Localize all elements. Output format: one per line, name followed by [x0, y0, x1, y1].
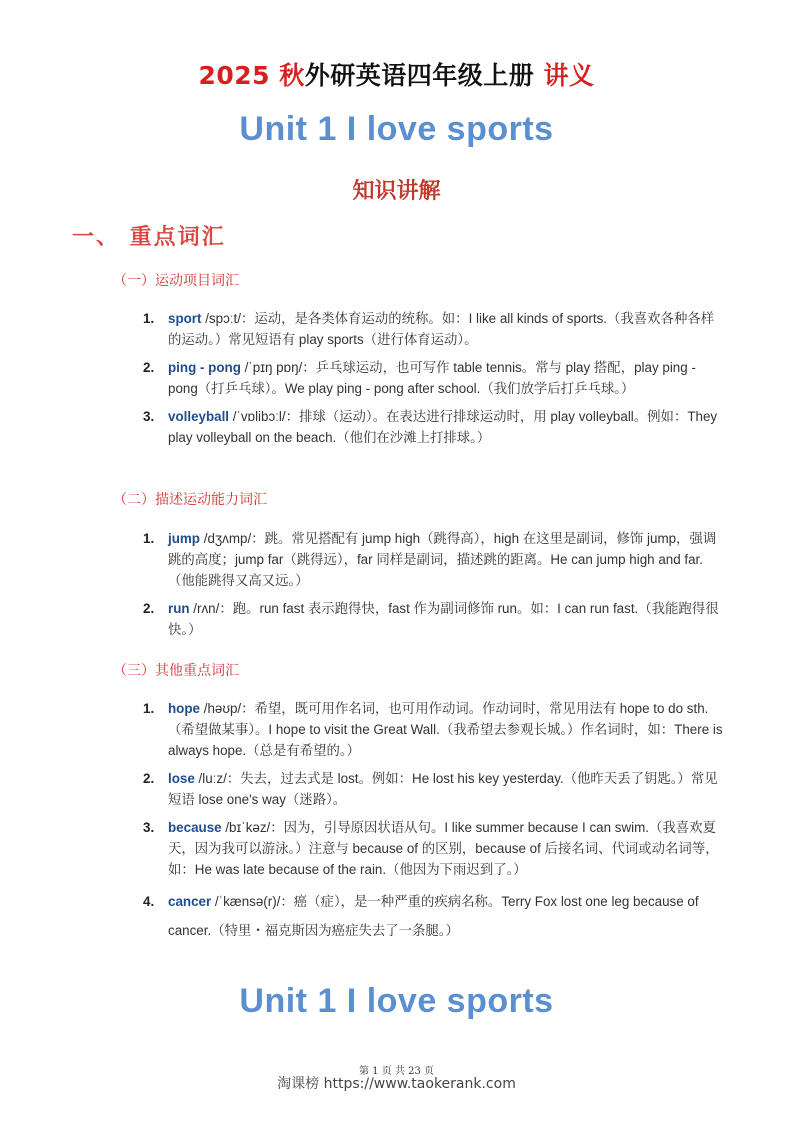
item-number: 3. — [143, 820, 155, 835]
vocab-item — [0, 357, 723, 399]
vocab-word: hope — [168, 701, 200, 716]
vocab-item — [0, 308, 723, 350]
vocab-item — [0, 698, 723, 761]
title-year: 2025 秋 — [198, 61, 305, 90]
item-number: 1. — [143, 531, 155, 546]
site-footer: 淘课榜 https://www.taokerank.com — [277, 1076, 516, 1092]
item-number: 3. — [143, 409, 155, 424]
item-number: 1. — [143, 311, 155, 326]
vocab-word: jump — [168, 531, 200, 546]
vocab-list-sports — [0, 308, 723, 455]
vocab-definition: /bɪˈkəz/：因为，引导原因状语从句。I like summer because I can swim.（我喜欢夏天，因为我可以游泳。）注意与 because of 的区别，because of 后接名词、代词或动名词等，如：He was late because of the rain.（他因为下雨迟到了。） — [168, 820, 719, 877]
vocab-item — [0, 887, 723, 945]
item-number: 1. — [143, 701, 155, 716]
item-number: 2. — [143, 360, 155, 375]
page-number: 第 1 页 共 23 页 — [359, 1066, 434, 1077]
vocab-definition: /həʊp/：希望，既可用作名词，也可用作动词。作动词时，常见用法有 hope to do sth.（希望做某事）。I hope to visit the Great Wall.（我希望去参观长城。）作名词时，如：There is always hope.（总是有希望的。） — [168, 701, 723, 758]
vocab-definition: /dʒʌmp/：跳。常见搭配有 jump high（跳得高），high 在这里是副词，修饰 jump，强调跳的高度；jump far（跳得远），far 同样是副词，描述跳的距离。He can jump high and far.（他能跳得又高又远。） — [168, 531, 717, 588]
title-course: 外研英语四年级上册 — [304, 61, 535, 90]
key-vocabulary-heading: 一、 重点词汇 — [72, 224, 226, 250]
unit-title: Unit 1 I love sports — [239, 110, 554, 148]
vocab-definition: /ˈpɪŋ pɒŋ/：乒乓球运动，也可写作 table tennis。常与 play 搭配，play ping - pong（打乒乓球）。We play ping - pong after school.（我们放学后打乒乓球。） — [168, 360, 696, 396]
item-number: 2. — [143, 601, 155, 616]
group-heading-sports: （一）运动项目词汇 — [113, 273, 239, 289]
vocab-definition: /ˈkænsə(r)/：癌（症），是一种严重的疾病名称。Terry Fox lost one leg because of cancer.（特里・福克斯因为癌症失去了一条腿。） — [168, 894, 699, 938]
vocab-definition: /ˈvɒlibɔːl/：排球（运动）。在表达进行排球运动时，用 play volleyball。例如：They play volleyball on the beach.（他们在沙滩上打排球。） — [168, 409, 718, 445]
vocab-word: ping - pong — [168, 360, 241, 375]
vocab-word: sport — [168, 311, 202, 326]
vocab-item — [0, 817, 723, 880]
vocab-word: run — [168, 601, 190, 616]
vocab-item — [0, 768, 723, 810]
item-number: 4. — [143, 894, 155, 909]
group-heading-ability: （二）描述运动能力词汇 — [113, 492, 267, 508]
vocab-word: volleyball — [168, 409, 230, 424]
vocab-item — [0, 598, 723, 640]
group-heading-other: （三）其他重点词汇 — [113, 663, 239, 679]
vocab-item — [0, 528, 723, 591]
title-suffix: 讲义 — [543, 61, 595, 90]
section-subtitle: 知识讲解 — [352, 178, 441, 204]
footer-unit-title: Unit 1 I love sports — [239, 982, 554, 1020]
vocab-list-other — [0, 698, 723, 952]
vocab-item — [0, 406, 723, 448]
vocab-definition: /spɔːt/：运动，是各类体育运动的统称。如：I like all kinds of sports.（我喜欢各种各样的运动。）常见短语有 play sports（进行体育运动）。 — [168, 311, 715, 347]
vocab-word: because — [168, 820, 222, 835]
vocab-word: cancer — [168, 894, 212, 909]
vocab-word: lose — [168, 771, 195, 786]
vocab-definition: /luːz/：失去，过去式是 lost。例如：He lost his key yesterday.（他昨天丢了钥匙。）常见短语 lose one's way（迷路）。 — [168, 771, 718, 807]
item-number: 2. — [143, 771, 155, 786]
vocab-definition: /rʌn/：跑。run fast 表示跑得快，fast 作为副词修饰 run。如：I can run fast.（我能跑得很快。） — [168, 601, 719, 637]
document-title — [0, 56, 793, 92]
vocab-list-ability — [0, 528, 723, 647]
